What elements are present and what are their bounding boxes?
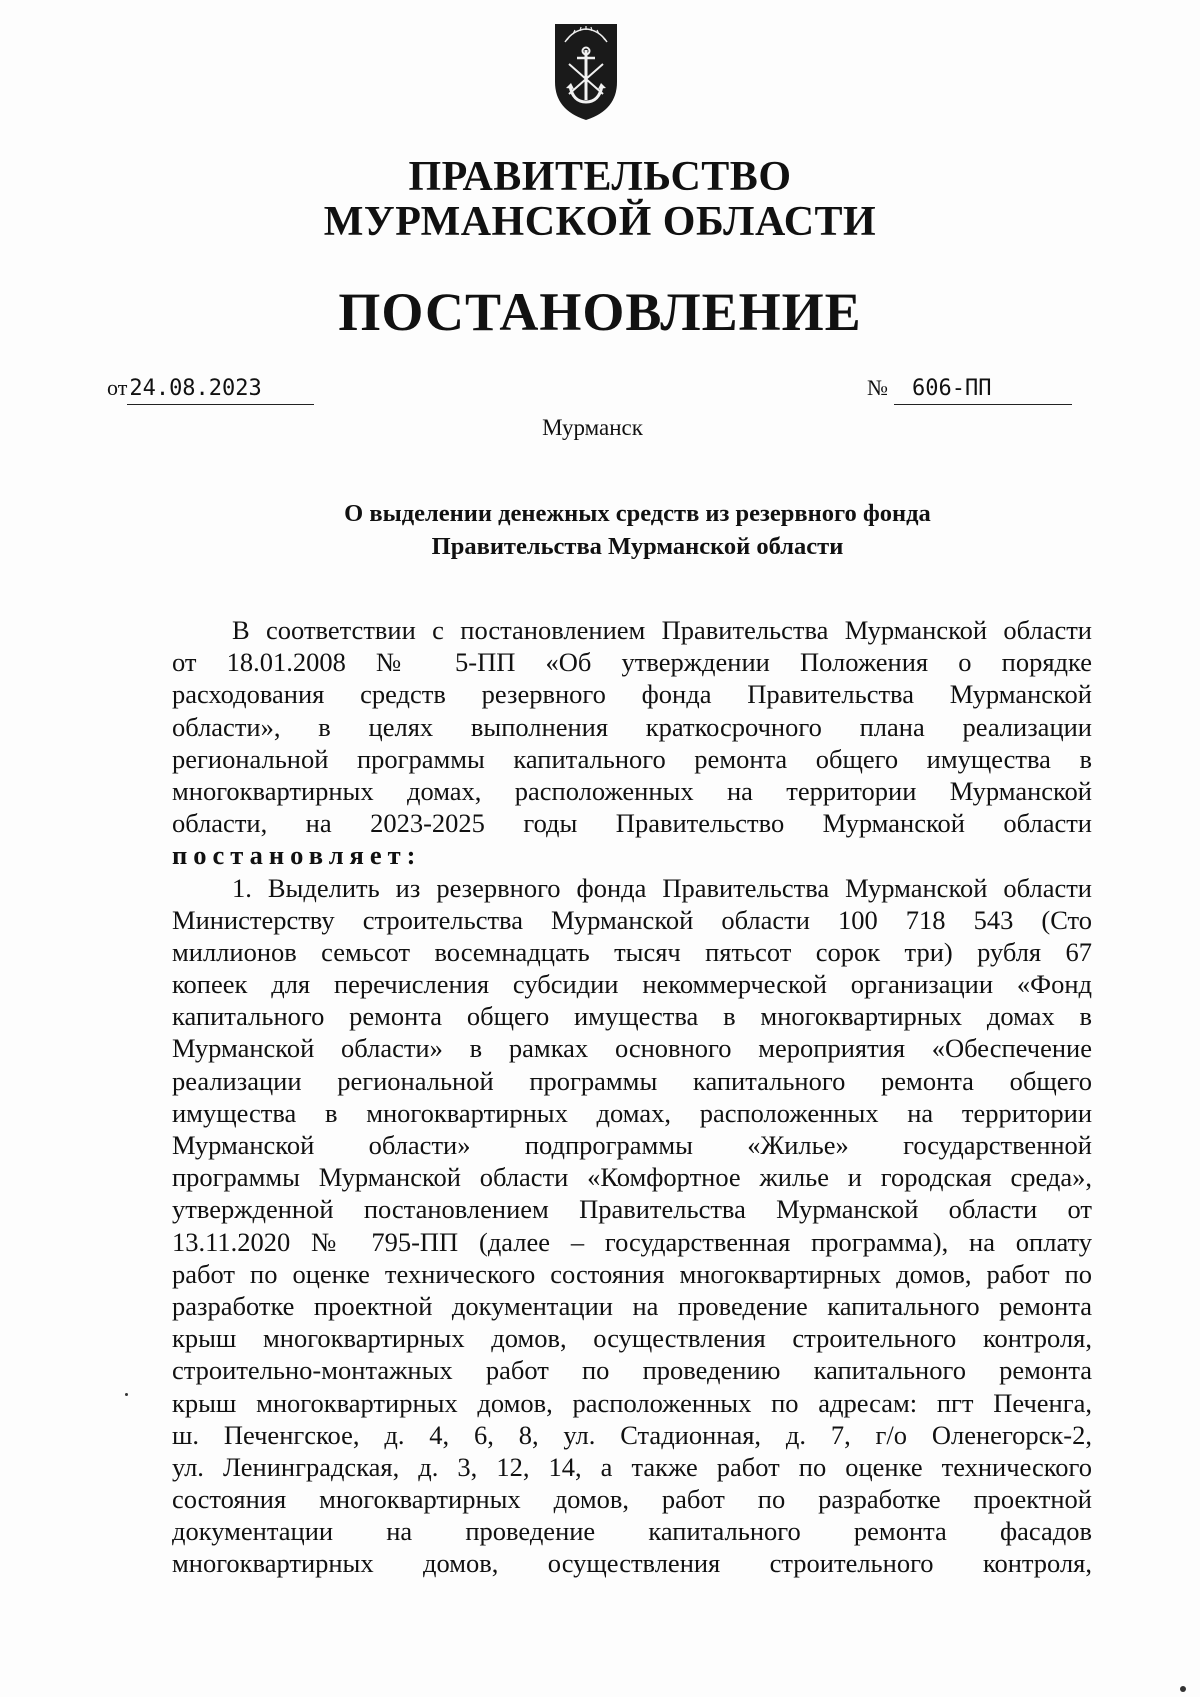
body-line: от 18.01.2008 № 5-ПП «Об утверждении Положения о порядке: [172, 647, 1092, 678]
scan-speck: [1180, 1686, 1186, 1692]
body-line: разработке проектной документации на проведение капитального ремонта: [172, 1290, 1092, 1321]
subject-line-2: Правительства Мурманской области: [431, 533, 844, 560]
body-line: программы Мурманской области «Комфортное жилье и городская среда»,: [172, 1162, 1092, 1193]
date-prefix: от: [107, 375, 128, 400]
body-line: расходования средств резервного фонда Правительства Мурманской: [172, 679, 1092, 710]
government-title-line-1: ПРАВИТЕЛЬСТВО: [408, 154, 792, 200]
government-title-line-2: МУРМАНСКОЙ ОБЛАСТИ: [323, 199, 877, 245]
body-line: копеек для перечисления субсидии некоммерческой организации «Фонд: [172, 969, 1092, 1000]
body-line: региональной программы капитального ремонта общего имущества в: [172, 743, 1092, 774]
body-text: [172, 614, 1092, 1580]
murmansk-coat-of-arms-icon: [553, 20, 619, 122]
body-line: области, на 2023-2025 годы Правительство Мурманской области: [172, 808, 1092, 839]
body-line: области», в целях выполнения краткосрочного плана реализации: [172, 711, 1092, 742]
city-name: Мурманск: [542, 415, 643, 440]
document-date: [107, 373, 314, 405]
document-number: [867, 373, 1072, 405]
body-line: крыш многоквартирных домов, расположенных по адресам: пгт Печенга,: [172, 1387, 1092, 1418]
scan-speck: [125, 1393, 128, 1396]
body-line: утвержденной постановлением Правительства Мурманской области от: [172, 1194, 1092, 1225]
body-line: капитального ремонта общего имущества в многоквартирных домах в: [172, 1001, 1092, 1032]
body-line: строительно-монтажных работ по проведению капитального ремонта: [172, 1355, 1092, 1386]
body-line: ш. Печенгское, д. 4, 6, 8, ул. Стадионная, д. 7, г/о Оленегорск-2,: [172, 1419, 1092, 1450]
number-value: 606-ПП: [894, 374, 1072, 405]
body-line: Мурманской области» подпрограммы «Жилье» государственной: [172, 1130, 1092, 1160]
body-line: 13.11.2020 № 795-ПП (далее – государственная программа), на оплату: [172, 1226, 1092, 1257]
body-line: Мурманской области» в рамках основного мероприятия «Обеспечение: [172, 1033, 1092, 1064]
body-line: многоквартирных домах, расположенных на территории Мурманской: [172, 775, 1092, 806]
body-line: В соответствии с постановлением Правительства Мурманской области: [232, 615, 1092, 645]
number-label: №: [867, 375, 888, 400]
date-value: 24.08.2023: [127, 374, 314, 405]
subject-line-1: О выделении денежных средств из резервного фонда: [344, 500, 931, 527]
body-line: работ по оценке технического состояния многоквартирных домов, работ по: [172, 1258, 1092, 1289]
body-line: реализации региональной программы капитального ремонта общего: [172, 1065, 1092, 1096]
body-line: ул. Ленинградская, д. 3, 12, 14, а также работ по оценке технического: [172, 1451, 1092, 1482]
body-line-resolves: постановляет:: [172, 840, 422, 871]
body-line: крыш многоквартирных домов, осуществления строительного контроля,: [172, 1323, 1092, 1354]
body-line: многоквартирных домов, осуществления строительного контроля,: [172, 1548, 1092, 1579]
document-type-title: ПОСТАНОВЛЕНИЕ: [338, 282, 862, 342]
body-line: документации на проведение капитального ремонта фасадов: [172, 1516, 1092, 1547]
body-line: 1. Выделить из резервного фонда Правительства Мурманской области: [232, 872, 1092, 903]
body-line: миллионов семьсот восемнадцать тысяч пятьсот сорок три) рубля 67: [172, 936, 1092, 967]
body-line: имущества в многоквартирных домах, расположенных на территории: [172, 1097, 1092, 1128]
body-line: Министерству строительства Мурманской области 100 718 543 (Сто: [172, 904, 1092, 935]
body-line: состояния многоквартирных домов, работ по разработке проектной: [172, 1484, 1092, 1515]
